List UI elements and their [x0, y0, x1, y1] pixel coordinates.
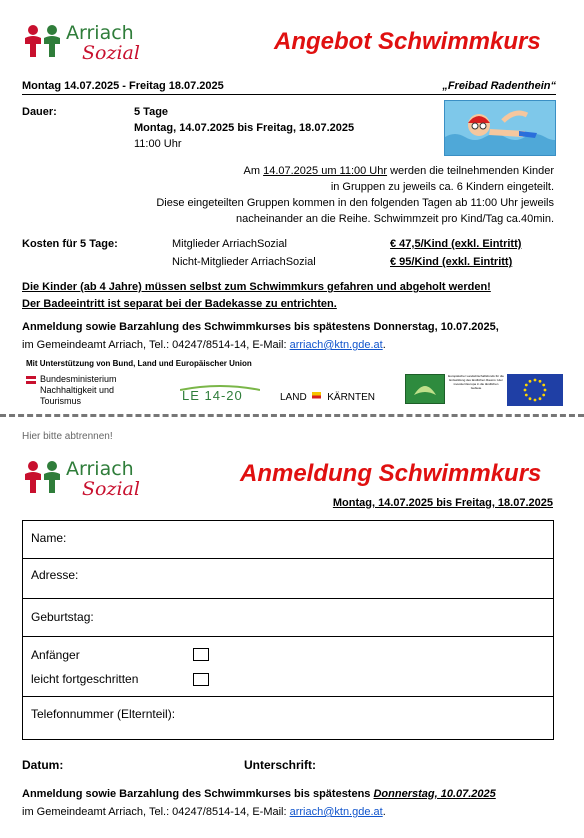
form-dates: Montag, 14.07.2025 bis Freitag, 18.07.2025 [332, 497, 553, 509]
info-line1 [114, 165, 554, 177]
land-kaernten-logo [280, 392, 395, 406]
registration-form [22, 520, 554, 740]
logo-text-sozial: Sozial [82, 478, 140, 500]
anmeldung-info-line2 [22, 339, 386, 351]
dauer-line2: Montag, 14.07.2025 bis Freitag, 18.07.2025 [134, 122, 355, 134]
dauer-line3: 11:00 Uhr [134, 138, 182, 150]
people-logo-icon [24, 460, 62, 494]
name-label: Name: [31, 531, 67, 545]
le-text: LE 14-20 [182, 388, 243, 403]
land-text: LAND [280, 392, 307, 403]
kaernten-text: KÄRNTEN [327, 392, 376, 403]
cut-line [0, 414, 584, 417]
footer-text: Anmeldung sowie Barzahlung des Schwimmkurses bis spätestens [22, 788, 374, 800]
info-date-underlined: 14.07.2025 um 11:00 Uhr [263, 165, 388, 177]
kaernten-flag-icon [312, 392, 321, 402]
sponsor-caption: Mit Unterstützung von Bund, Land und Europäischer Union [26, 359, 252, 368]
footer-contact: im Gemeindeamt Arriach, Tel.: 04247/8514-14, E-Mail: [22, 806, 290, 818]
form-title: Anmeldung Schwimmkurs [240, 460, 542, 487]
kosten-label: Kosten für 5 Tage: [22, 238, 118, 250]
geburtstag-row[interactable] [23, 599, 553, 637]
datum-label: Datum: [22, 758, 64, 772]
leaf-icon [406, 375, 444, 403]
arriach-sozial-logo [24, 22, 154, 66]
kosten-members-price: € 47,5/Kind (exkl. Eintritt) [390, 238, 522, 250]
notice-entry-fee: Der Badeeintritt ist separat bei der Badekasse zu entrichten. [22, 298, 337, 310]
info-text: werden die teilnehmenden Kinder [387, 165, 554, 177]
bm-line1: Bundesministerium [40, 374, 117, 384]
info-line4: nacheinander an die Reihe. Schwimmzeit pro Kind/Tag ca.40min. [236, 213, 554, 225]
swimmer-image [444, 100, 556, 156]
eu-stars-icon [507, 374, 563, 406]
people-logo-icon [24, 24, 62, 58]
fortgeschritten-checkbox[interactable] [193, 673, 209, 686]
fortgeschritten-label: leicht fortgeschritten [31, 672, 139, 686]
le1420-logo [180, 384, 260, 406]
austria-flag-icon-bottom [26, 381, 36, 384]
dauer-label: Dauer: [22, 106, 57, 118]
anfaenger-label: Anfänger [31, 648, 80, 662]
footer-deadline: Donnerstag, 10.07.2025 [373, 788, 496, 800]
page-title: Angebot Schwimmkurs [274, 28, 541, 55]
anfaenger-checkbox[interactable] [193, 648, 209, 661]
email-link[interactable]: arriach@ktn.gde.at [289, 339, 383, 351]
header-dates: Montag 14.07.2025 - Freitag 18.07.2025 [22, 80, 224, 92]
bm-line3: Tourismus [40, 396, 82, 406]
anmeldung-info-end: . [382, 339, 386, 351]
geburtstag-label: Geburtstag: [31, 610, 94, 624]
kosten-members: Mitglieder ArriachSozial [172, 238, 287, 250]
eu-fund-text: Europäischer Landwirtschaftsfonds für die Entwicklung des ländlichen Raums: Hier investiert Europa in die ländlichen Gebiete [448, 374, 504, 390]
logo-text-arriach: Arriach [66, 458, 134, 480]
kosten-nonmembers-price: € 95/Kind (exkl. Eintritt) [390, 256, 513, 268]
eu-flag-icon [507, 374, 563, 406]
notice-pickup: Die Kinder (ab 4 Jahre) müssen selbst zum Schwimmkurs gefahren und abgeholt werden! [22, 281, 491, 293]
kosten-nonmembers: Nicht-Mitglieder ArriachSozial [172, 256, 316, 268]
arriach-sozial-logo-bottom [24, 458, 154, 502]
logo-text-arriach: Arriach [66, 22, 134, 44]
adresse-label: Adresse: [31, 568, 79, 582]
bmnt-logo [26, 372, 156, 406]
name-row[interactable] [23, 521, 553, 559]
leader-logo [405, 374, 445, 404]
swimmer-icon [445, 101, 556, 156]
anmeldung-info-line1: Anmeldung sowie Barzahlung des Schwimmkurses bis spätestens Donnerstag, 10.07.2025, [22, 321, 499, 333]
dauer-line1: 5 Tage [134, 106, 169, 118]
telefon-label: Telefonnummer (Elternteil): [31, 707, 176, 721]
logo-text-sozial: Sozial [82, 42, 140, 64]
footer-line1 [22, 788, 496, 800]
divider [22, 94, 556, 95]
anmeldung-info-text: im Gemeindeamt Arriach, Tel.: 04247/8514-14, E-Mail: [22, 339, 290, 351]
info-line3: Diese eingeteilten Gruppen kommen in den folgenden Tagen ab 11:00 Uhr jeweils [156, 197, 554, 209]
info-text: Am [243, 165, 264, 177]
footer-end: . [382, 806, 386, 818]
bm-line2: Nachhaltigkeit und [40, 385, 115, 395]
header-location: „Freibad Radenthein“ [442, 80, 556, 92]
adresse-row[interactable] [23, 559, 553, 599]
info-line2: in Gruppen zu jeweils ca. 6 Kindern eingeteilt. [330, 181, 554, 193]
telefon-row[interactable] [23, 697, 553, 739]
footer-email-link[interactable]: arriach@ktn.gde.at [289, 806, 383, 818]
cut-label: Hier bitte abtrennen! [22, 431, 113, 442]
level-row [23, 637, 553, 697]
unterschrift-label: Unterschrift: [244, 758, 317, 772]
footer-line2 [22, 806, 386, 818]
